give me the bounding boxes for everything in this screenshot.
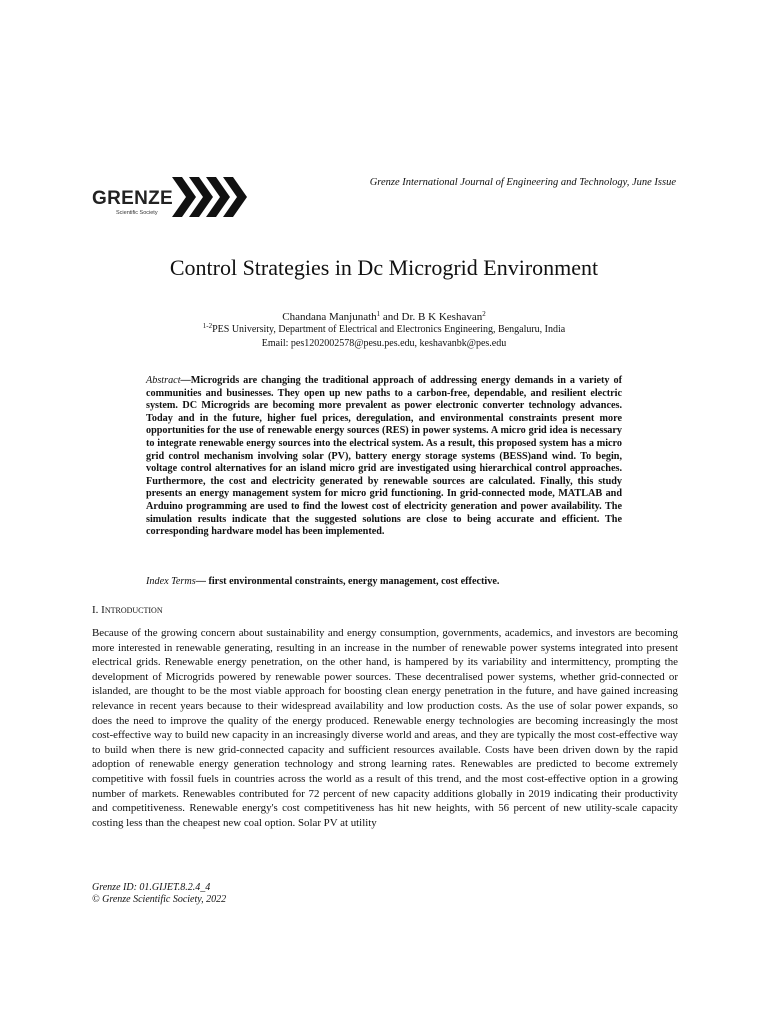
section-heading (92, 604, 163, 616)
abstract-label: Abstract (146, 375, 181, 386)
affiliation-mark: 1-2 (202, 322, 213, 330)
author-2: and Dr. B K Keshavan (380, 311, 483, 323)
author-2-affil-mark: 2 (482, 310, 486, 318)
section-number: I. (92, 604, 102, 616)
body-paragraph: Because of the growing concern about sustainability and energy consumption, governments, academics, and investors are becoming more interested in renewable generating, resulting in an increase in the number of renewable power systems integrated into present electrical grids. Renewable energy penetration, on the other hand, is hampered by its variability and intermittency, prompting the development of Microgrids powered by renewable power sources. These decentralised power systems, whether grid-connected or islanded, are thought to be the most viable approach for boosting clean energy penetration in the future, and have gained increasing relevance in recent years because to their widespread availability and low production costs. As the use of solar power expands, so does the need to improve the quality of the energy produced. Renewable energy technologies are becoming increasingly the most cost-effective way to build new capacity in an increasingly diverse world and areas, and they are typically the most cost-effective way to build when there is new grid-connected capacity and sufficient resources available. Costs have been driven down by the rapid adoption of renewable energy generation technology and strong learning rates. Renewables are predicted to become extremely competitive with fossil fuels in countries across the world as a result of this trend, and the most cost-effective option in a growing number of markets. Renewables contributed for 72 percent of new capacity additions globally in 2019 indicating their productivity and competitiveness. Renewable energy's cost competitiveness has hit new heights, with 56 percent of new utility-scale capacity costing less than the cheapest new coal option. Solar PV at utility (92, 627, 678, 829)
grenze-logo (92, 175, 252, 220)
index-terms-label: Index Terms (146, 576, 196, 587)
index-terms (146, 576, 622, 587)
index-terms-text: — first environmental constraints, energy management, cost effective. (195, 576, 500, 587)
logo-subtext: Scientific Society (116, 210, 158, 216)
email-line: Email: pes1202002578@pesu.pes.edu, keshavanbk@pes.edu (261, 338, 507, 349)
affiliation-text: PES University, Department of Electrical and Electronics Engineering, Bengaluru, India (212, 324, 566, 335)
journal-name: Grenze International Journal of Engineering and Technology, June Issue (369, 177, 676, 188)
author-1-affil-mark: 1 (376, 310, 381, 318)
chevron-arrows-icon (172, 175, 252, 220)
grenze-id: Grenze ID: 01.GIJET.8.2.4_4 (92, 882, 211, 893)
paper-title: Control Strategies in Dc Microgrid Environment (169, 255, 599, 280)
authors (0, 311, 768, 323)
logo-wordmark: GRENZE (92, 188, 173, 209)
section-title: Introduction (101, 604, 163, 616)
copyright-notice: © Grenze Scientific Society, 2022 (92, 894, 227, 905)
abstract-text: —Microgrids are changing the traditional approach of addressing energy demands in a variety of communities and businesses. They open up new paths to a carbon-free, dependable, and resilient electric system. DC Microgrids are becoming more prevalent as power electronic converter technology advances. Today and in the future, higher fuel prices, deregulation, and environmental constraints present more opportunities for the use of renewable energy sources (RES) in power systems. A micro grid idea is necessary to integrate renewable energy sources into the electrical system. As a result, this proposed system has a micro grid control mechanism involving solar (PV), battery energy storage systems (BESS)and wind. To begin, voltage control alternatives for an island micro grid are investigated using hierarchical control approaches. Furthermore, the cost and electricity generated by renewable sources are calculated. Finally, this study presents an energy management system for micro grid functioning. In grid-connected mode, MATLAB and Arduino programming are used to find the lowest cost of electricity generation and power availability. The simulation results indicate that the suggested solutions are close to being accurate and efficient. The corresponding hardware model has been implemented. (146, 375, 622, 538)
author-1: Chandana Manjunath (282, 311, 377, 323)
abstract (146, 375, 622, 539)
affiliation (0, 324, 768, 335)
